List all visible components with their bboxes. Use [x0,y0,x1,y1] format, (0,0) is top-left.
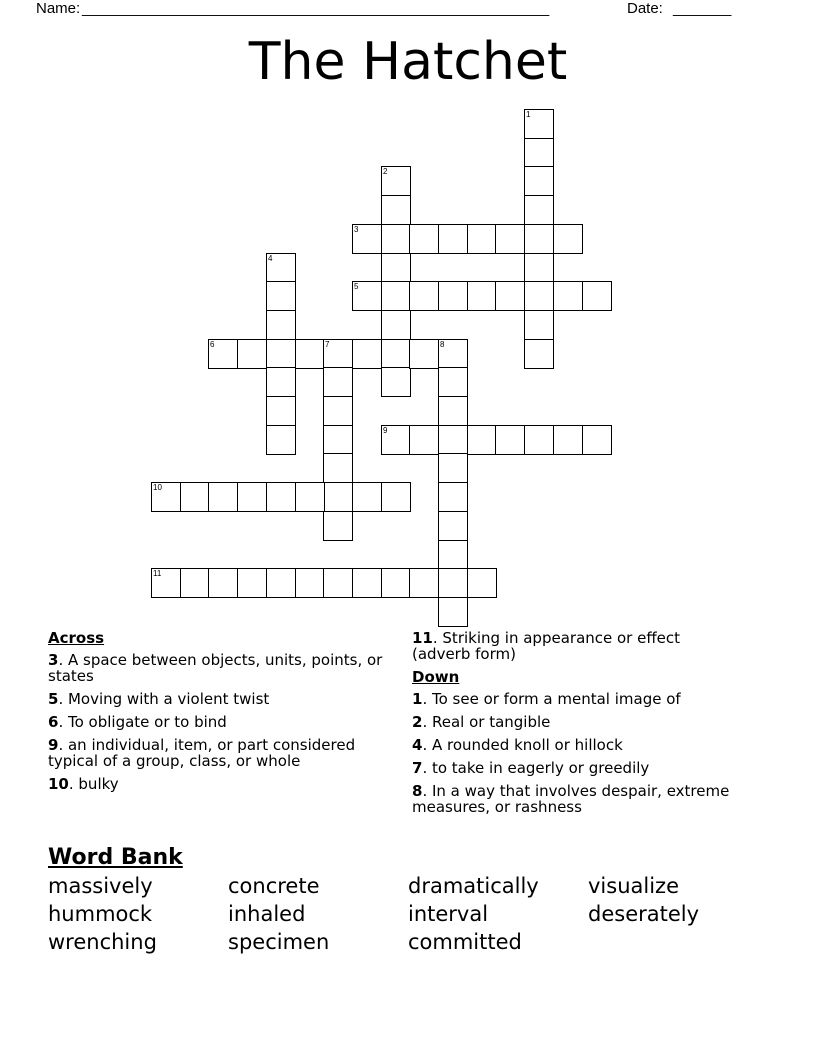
clue-number: 8 [440,340,445,349]
crossword-cell[interactable] [438,482,468,512]
clue-across-6: 6. To obligate or to bind [48,713,227,731]
clue-down-4: 4. A rounded knoll or hillock [412,736,623,754]
crossword-cell[interactable] [495,425,525,455]
clue-across-10: 10. bulky [48,775,119,793]
word-bank-list [48,872,768,956]
crossword-cell[interactable] [381,482,411,512]
crossword-cell[interactable] [524,253,554,283]
word-bank [48,845,768,956]
date-label: Date: [627,0,663,17]
crossword-cell[interactable] [151,482,181,512]
crossword-cell[interactable] [524,425,554,455]
crossword-cell[interactable] [467,224,497,254]
word-bank-item: wrenching [48,930,157,954]
crossword-cell[interactable] [266,367,296,397]
word-bank-item: massively [48,874,153,898]
crossword-cell[interactable] [524,339,554,369]
crossword-cell[interactable] [438,511,468,541]
crossword-cell[interactable] [438,425,468,455]
crossword-cell[interactable] [266,568,296,598]
crossword-cell[interactable] [352,224,382,254]
crossword-cell[interactable] [295,339,325,369]
word-bank-item: dramatically [408,874,539,898]
crossword-cell[interactable] [352,482,382,512]
crossword-cell[interactable] [323,453,353,483]
word-bank-item: specimen [228,930,330,954]
crossword-cell[interactable] [151,568,181,598]
crossword-cell[interactable] [381,310,411,340]
crossword-cell[interactable] [381,253,411,283]
crossword-cell[interactable] [438,568,468,598]
crossword-cell[interactable] [237,339,267,369]
crossword-cell[interactable] [438,597,468,627]
crossword-cell[interactable] [381,224,411,254]
crossword-cell[interactable] [495,224,525,254]
crossword-cell[interactable] [409,425,439,455]
crossword-cell[interactable] [323,425,353,455]
crossword-cell[interactable] [524,109,554,139]
clue-number: 4 [268,254,273,263]
crossword-cell[interactable] [381,367,411,397]
crossword-cell[interactable] [381,195,411,225]
crossword-cell[interactable] [180,482,210,512]
name-field-line[interactable]: ________________________________________________________ [82,0,550,17]
word-bank-item: concrete [228,874,320,898]
crossword-cell[interactable] [323,511,353,541]
crossword-cell[interactable] [381,425,411,455]
clue-number: 3 [354,225,359,234]
crossword-cell[interactable] [381,281,411,311]
crossword-cell[interactable] [352,568,382,598]
crossword-cell[interactable] [582,281,612,311]
clue-number: 5 [354,282,359,291]
page-title: The Hatchet [248,32,568,92]
crossword-cell[interactable] [524,224,554,254]
crossword-cell[interactable] [323,396,353,426]
clue-number: 2 [383,167,388,176]
crossword-cell[interactable] [266,396,296,426]
crossword-cell[interactable] [295,482,325,512]
crossword-cell[interactable] [208,339,238,369]
crossword-cell[interactable] [381,568,411,598]
date-field-line[interactable]: _______ [673,0,732,17]
crossword-cell[interactable] [467,281,497,311]
crossword-cell[interactable] [323,367,353,397]
crossword-cell[interactable] [381,339,411,369]
clue-number: 6 [210,340,215,349]
crossword-cell[interactable] [266,339,296,369]
crossword-cell[interactable] [409,568,439,598]
down-clues [412,630,742,822]
crossword-cell[interactable] [438,224,468,254]
word-bank-item: committed [408,930,522,954]
crossword-cell[interactable] [352,339,382,369]
crossword-cell[interactable] [323,568,353,598]
crossword-cell[interactable] [266,482,296,512]
clue-number: 11 [153,569,162,578]
clue-down-7: 7. to take in eagerly or greedily [412,759,650,777]
crossword-cell[interactable] [237,482,267,512]
crossword-cell[interactable] [266,253,296,283]
crossword-cell[interactable] [438,281,468,311]
crossword-cell[interactable] [208,568,238,598]
crossword-cell[interactable] [524,281,554,311]
crossword-cell[interactable] [352,281,382,311]
word-bank-item: deserately [588,902,700,926]
crossword-cell[interactable] [467,425,497,455]
crossword-cell[interactable] [409,339,439,369]
crossword-cell[interactable] [553,425,583,455]
crossword-cell[interactable] [208,482,238,512]
crossword-cell[interactable] [495,281,525,311]
crossword-cell[interactable] [553,224,583,254]
word-bank-title: Word Bank [48,845,183,870]
clue-across-9: 9. an individual, item, or part considered typical of a group, class, or whole [48,736,356,770]
crossword-cell[interactable] [438,367,468,397]
across-clues [48,630,388,799]
crossword-cell[interactable] [438,396,468,426]
clue-number: 1 [526,110,531,119]
crossword-cell[interactable] [524,138,554,168]
crossword-cell[interactable] [524,166,554,196]
crossword-cell[interactable] [438,540,468,570]
word-bank-item: inhaled [228,902,306,926]
word-bank-item: interval [408,902,489,926]
crossword-cell[interactable] [524,195,554,225]
crossword-cell[interactable] [180,568,210,598]
clue-number: 10 [153,483,162,492]
clue-number: 7 [325,340,330,349]
crossword-cell[interactable] [237,568,267,598]
clue-across-5: 5. Moving with a violent twist [48,690,270,708]
clue-down-1: 1. To see or form a mental image of [412,690,681,708]
name-label: Name: [36,0,81,17]
clue-number: 9 [383,426,388,435]
across-heading: Across [48,629,105,647]
clue-down-8: 8. In a way that involves despair, extreme measures, or rashness [412,782,730,816]
crossword-cell[interactable] [295,568,325,598]
crossword-cell[interactable] [323,482,353,512]
crossword-cell[interactable] [409,281,439,311]
crossword-cell[interactable] [323,339,353,369]
crossword-cell[interactable] [266,281,296,311]
crossword-cell[interactable] [582,425,612,455]
crossword-cell[interactable] [438,339,468,369]
word-bank-item: hummock [48,902,153,926]
down-heading: Down [412,668,460,686]
crossword-cell[interactable] [381,166,411,196]
crossword-cell[interactable] [553,281,583,311]
crossword-cell[interactable] [438,453,468,483]
crossword-cell[interactable] [266,425,296,455]
clue-down-2: 2. Real or tangible [412,713,551,731]
clue-across-11: 11. Striking in appearance or effect (adverb form) [412,629,681,663]
word-bank-item: visualize [588,874,679,898]
crossword-cell[interactable] [266,310,296,340]
clue-across-3: 3. A space between objects, units, points, or states [48,651,383,685]
crossword-cell[interactable] [409,224,439,254]
crossword-cell[interactable] [524,310,554,340]
crossword-cell[interactable] [467,568,497,598]
